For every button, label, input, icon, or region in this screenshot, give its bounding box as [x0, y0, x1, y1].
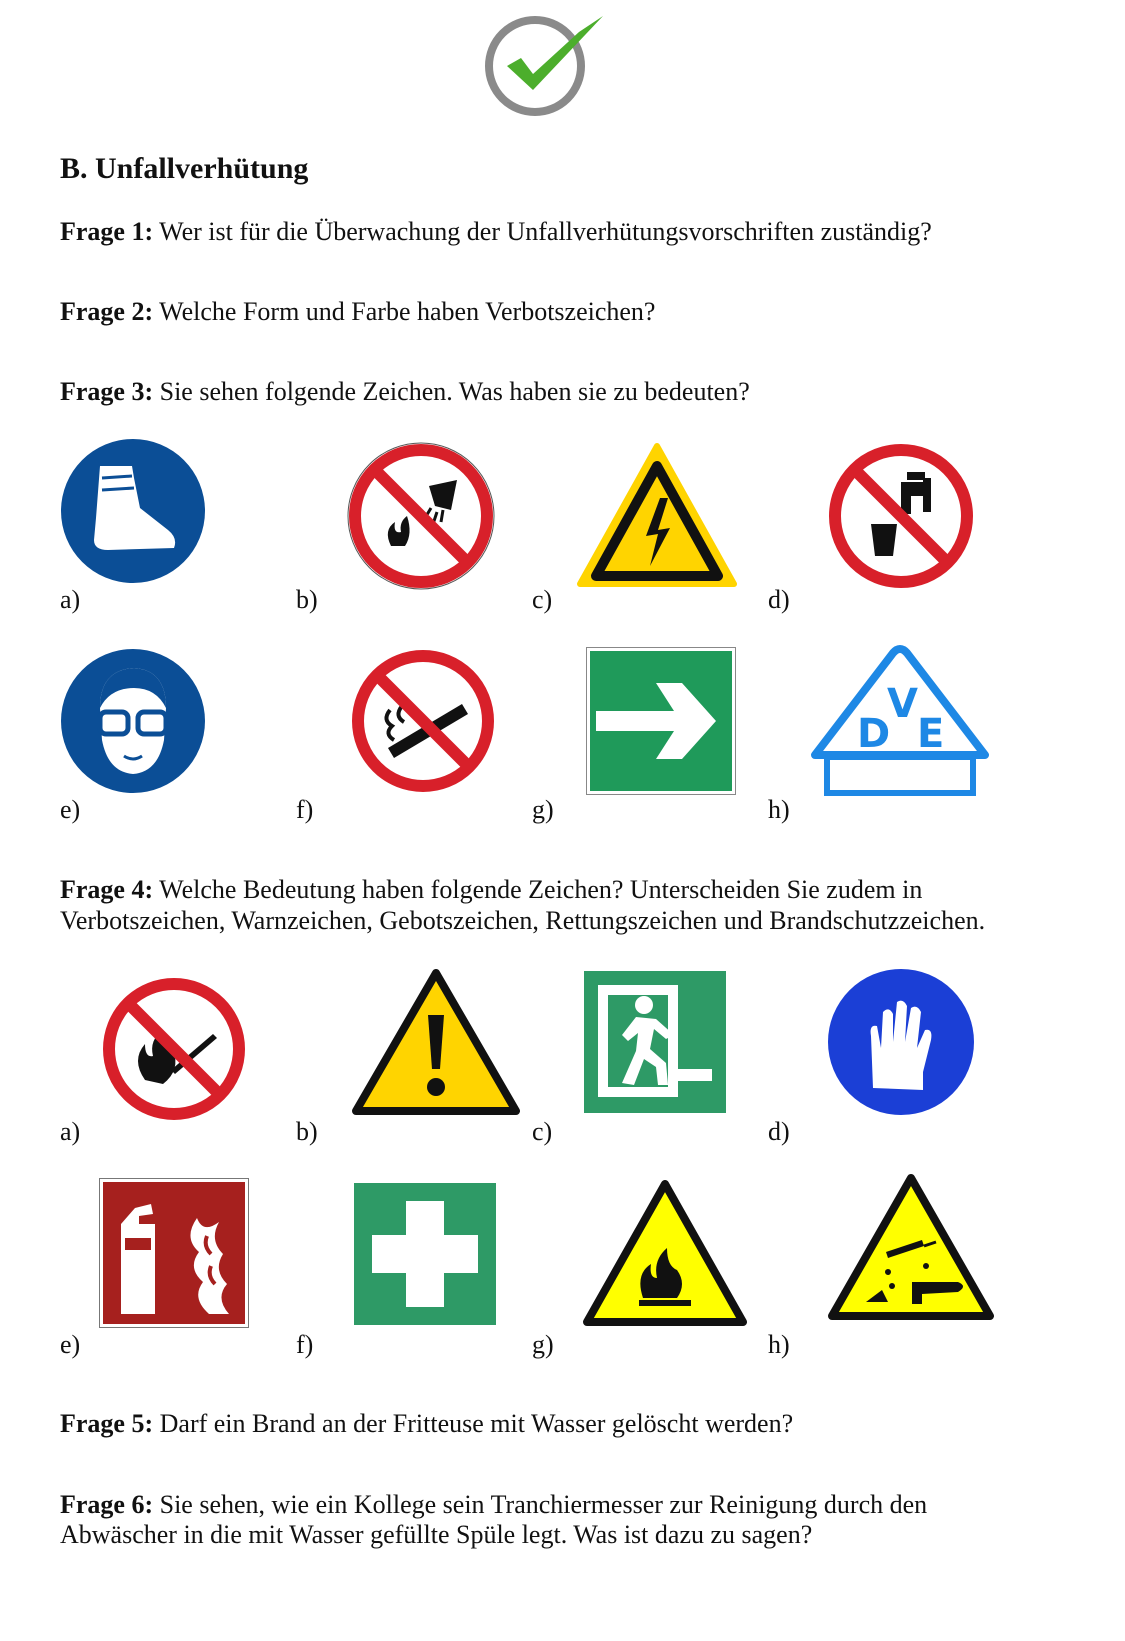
sign-label: f): [296, 795, 314, 824]
vde-letter-d: D: [857, 711, 891, 757]
sign-label: a): [60, 585, 81, 614]
sign-label: a): [60, 1117, 81, 1146]
general-warning-icon: [350, 965, 522, 1117]
fire-extinguisher-icon: [99, 1178, 249, 1328]
sign-label: b): [296, 585, 318, 614]
safety-boots-icon: [60, 438, 206, 584]
question-3: Frage 3: Sie sehen folgende Zeichen. Was haben sie zu bedeuten?: [60, 377, 750, 406]
sign-label: f): [296, 1330, 314, 1359]
sign-label: h): [768, 795, 790, 824]
vde-letter-v: V: [887, 681, 918, 727]
question-5: Frage 5: Darf ein Brand an der Fritteuse mit Wasser gelöscht werden?: [60, 1409, 794, 1438]
sign-label: g): [532, 1330, 554, 1359]
sign-label: d): [768, 1117, 790, 1146]
flammable-warning-icon: [581, 1178, 749, 1328]
question-4: Frage 4: Welche Bedeutung haben folgende Zeichen? Unterscheiden Sie zudem in: [60, 875, 923, 904]
emergency-exit-icon: [584, 971, 726, 1113]
question-2: Frage 2: Welche Form und Farbe haben Verbotszeichen?: [60, 297, 656, 326]
section-title: B. Unfallverhütung: [60, 152, 309, 185]
sign-label: b): [296, 1117, 318, 1146]
sign-label: e): [60, 1330, 81, 1359]
no-drinking-water-icon: [827, 442, 975, 590]
question-1: Frage 1: Wer ist für die Überwachung der Unfallverhütungsvorschriften zuständig?: [60, 217, 932, 246]
sign-label: d): [768, 585, 790, 614]
high-voltage-warning-icon: [574, 440, 740, 592]
no-open-flame-icon: [101, 976, 247, 1122]
sign-label: e): [60, 795, 81, 824]
question-6: Frage 6: Sie sehen, wie ein Kollege sein Tranchiermesser zur Reinigung durch den: [60, 1490, 928, 1519]
sign-label: c): [532, 585, 553, 614]
question-4-line-2: Verbotszeichen, Warnzeichen, Gebotszeichen, Rettungszeichen und Brandschutzzeichen.: [60, 906, 986, 935]
question-6-line-2: Abwäscher in die mit Wasser gefüllte Spüle legt. Was ist dazu zu sagen?: [60, 1520, 813, 1549]
corrosive-warning-icon: [826, 1172, 996, 1322]
hand-protection-icon: [827, 968, 975, 1116]
checkmark-icon: [485, 10, 615, 120]
sign-label: c): [532, 1117, 553, 1146]
sign-label: h): [768, 1330, 790, 1359]
vde-letter-e: E: [917, 711, 945, 757]
first-aid-icon: [354, 1183, 496, 1325]
vde-mark-icon: [805, 645, 995, 799]
direction-arrow-icon: [586, 647, 736, 795]
sign-label: g): [532, 795, 554, 824]
no-water-extinguish-icon: [347, 442, 495, 590]
eye-protection-icon: [60, 648, 206, 794]
no-smoking-icon: [350, 648, 496, 794]
